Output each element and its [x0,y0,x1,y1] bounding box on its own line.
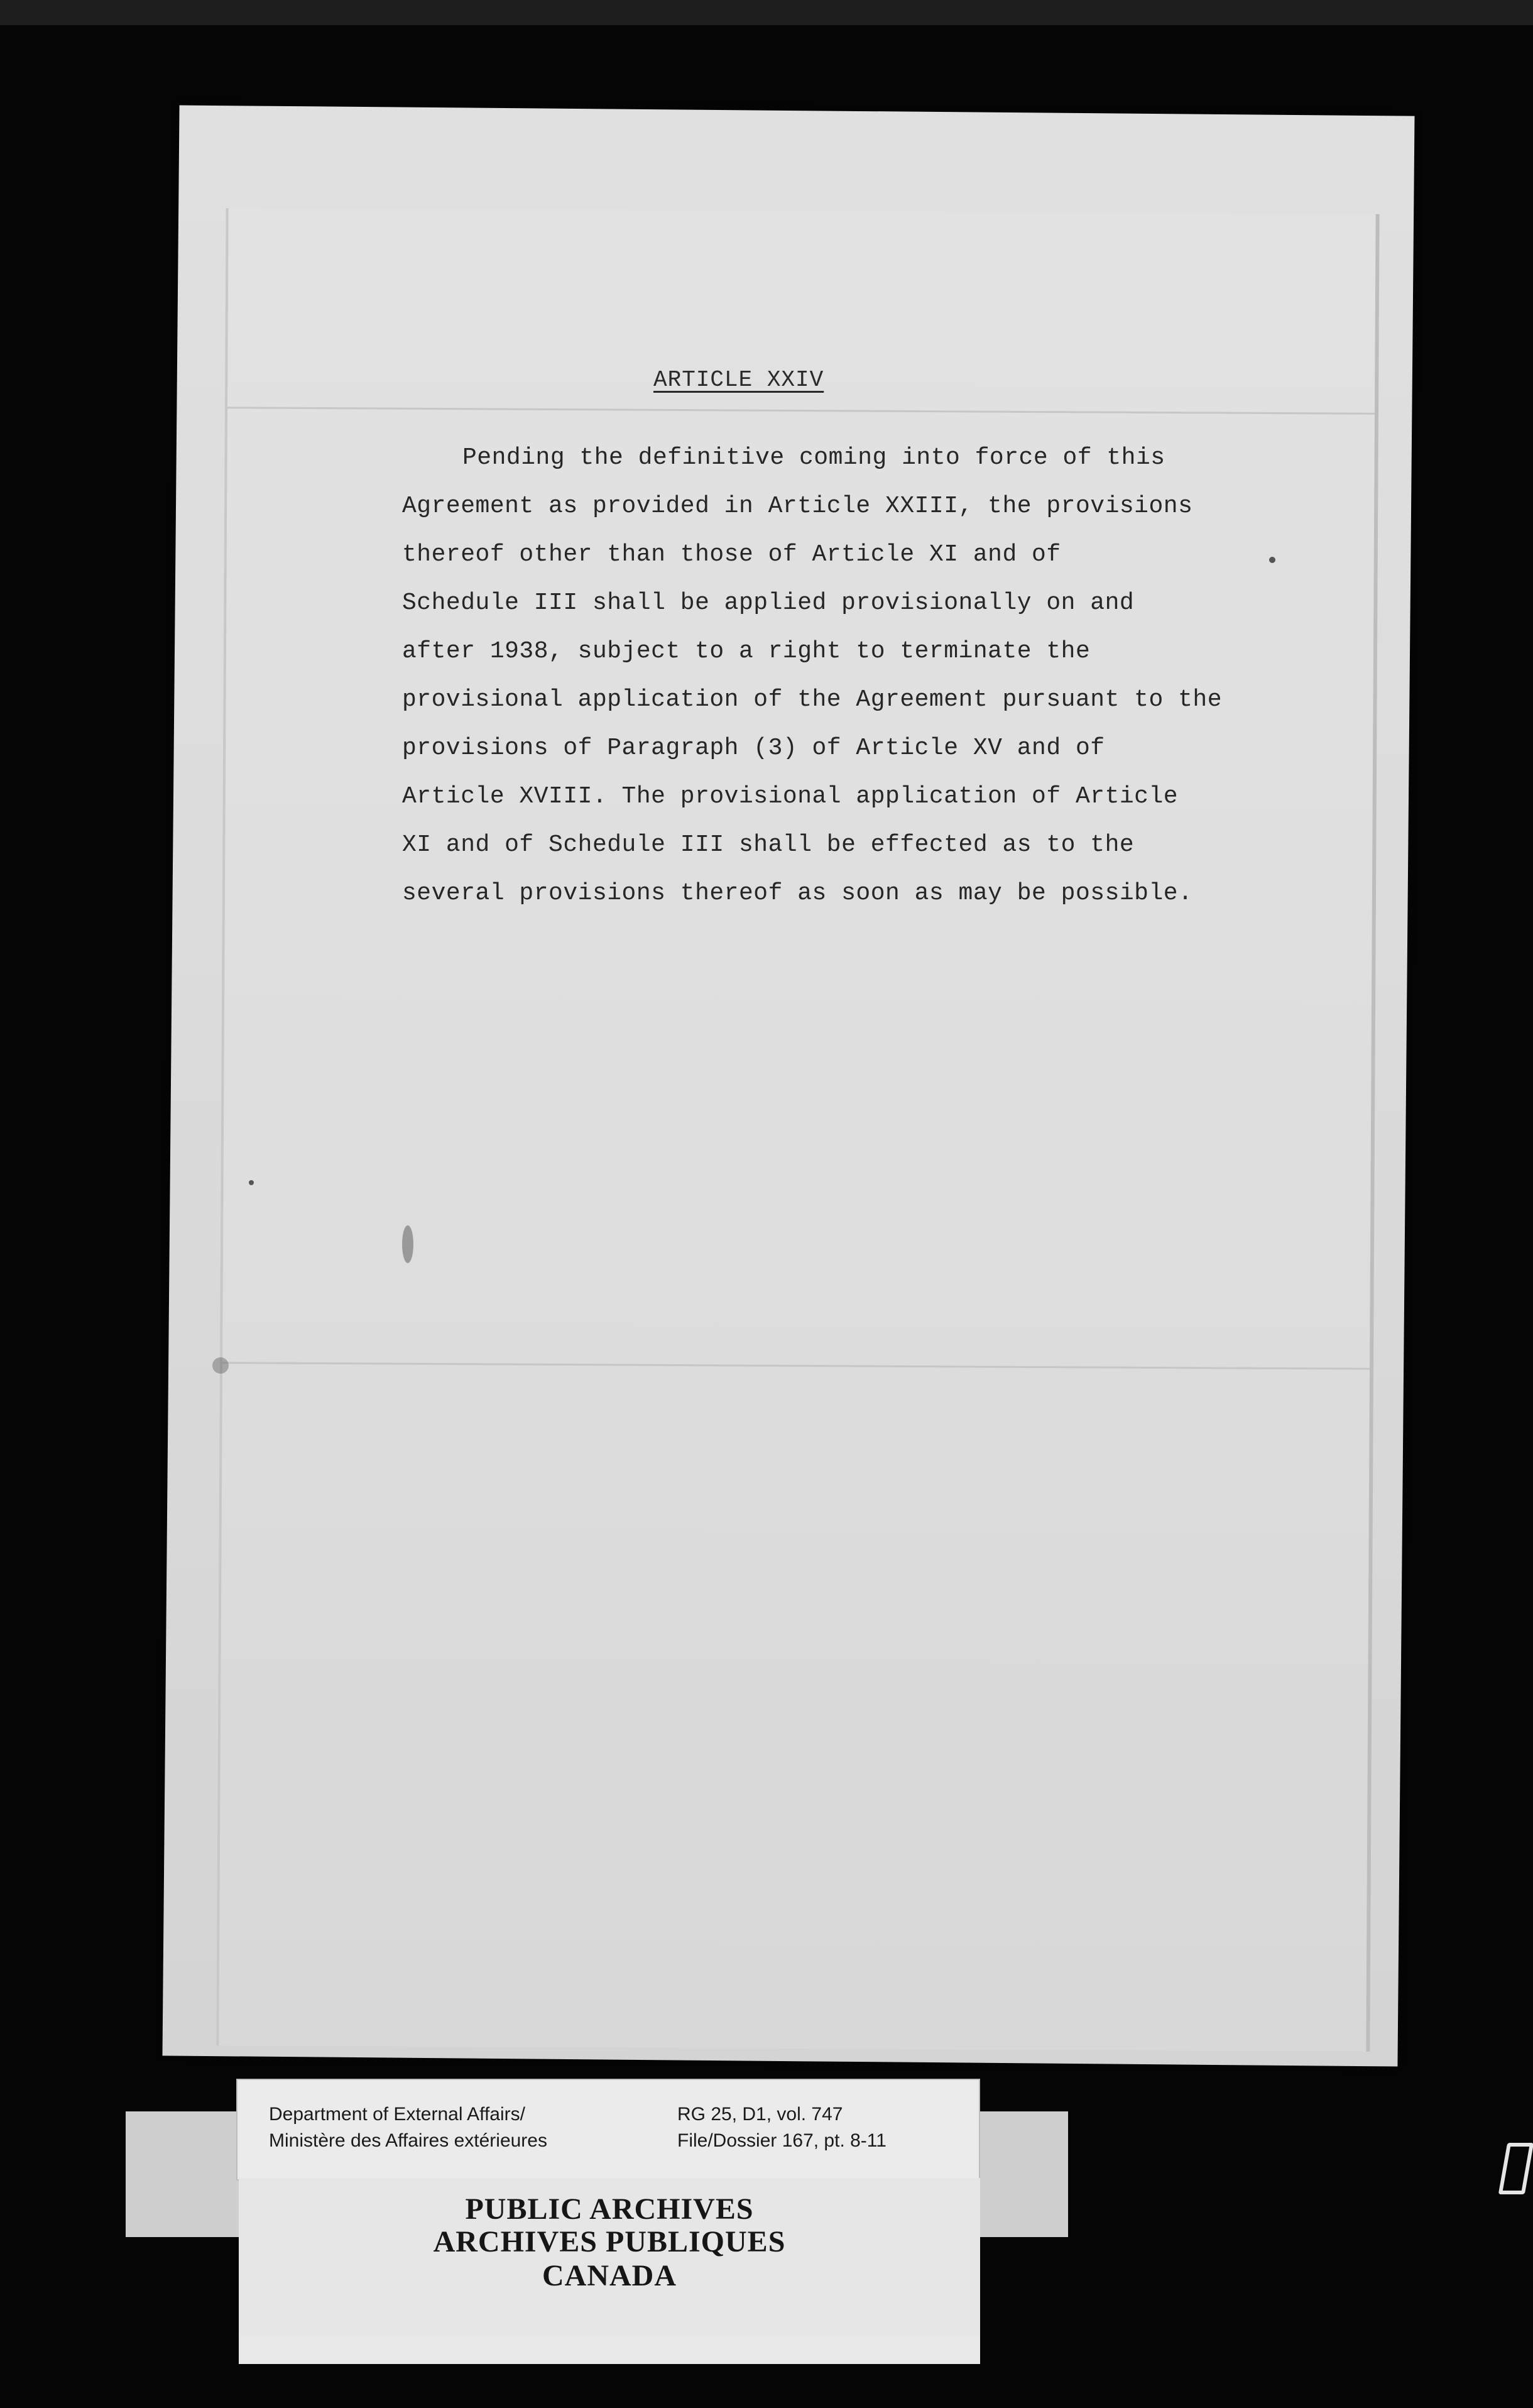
file-reference: File/Dossier 167, pt. 8-11 [677,2130,887,2151]
body-line: Article XVIII. The provisional application of Article [402,783,1179,810]
body-line: thereof other than those of Article XI and of [402,541,1061,568]
body-line: several provisions thereof as soon as may be possible. [402,880,1193,907]
body-line: XI and of Schedule III shall be effected as to the [402,831,1135,858]
label-bottom-strip [239,2335,980,2364]
department-french: Ministère des Affaires extérieures [269,2130,547,2151]
stamp-line-3: CANADA [542,2259,677,2292]
body-line: provisional application of the Agreement pursuant to the [402,686,1223,713]
dust-speck [402,1225,413,1263]
fold-line-top [227,407,1375,415]
body-line: after 1938, subject to a right to terminate the [402,638,1091,665]
stamp-line-1: PUBLIC ARCHIVES [465,2192,754,2226]
article-body [402,434,1238,917]
fold-line-middle [222,1362,1370,1370]
archives-stamp [239,2178,980,2335]
article-title: ARTICLE XXIV [653,367,824,393]
record-group-reference: RG 25, D1, vol. 747 [677,2104,843,2125]
archive-reference-label [236,2079,980,2181]
body-line: Agreement as provided in Article XXIII, the provisions [402,493,1193,520]
body-line: Pending the definitive coming into force of this [462,444,1165,471]
stamp-line-2: ARCHIVES PUBLIQUES [433,2225,786,2258]
frame-edge-mark [1498,2143,1533,2194]
body-line: provisions of Paragraph (3) of Article XV and of [402,735,1105,762]
film-frame-top [0,0,1533,25]
dust-speck [249,1180,254,1185]
dust-speck [1269,557,1275,563]
department-english: Department of External Affairs/ [269,2104,525,2125]
body-line: Schedule III shall be applied provisionally on and [402,589,1135,616]
dust-speck [212,1357,229,1374]
